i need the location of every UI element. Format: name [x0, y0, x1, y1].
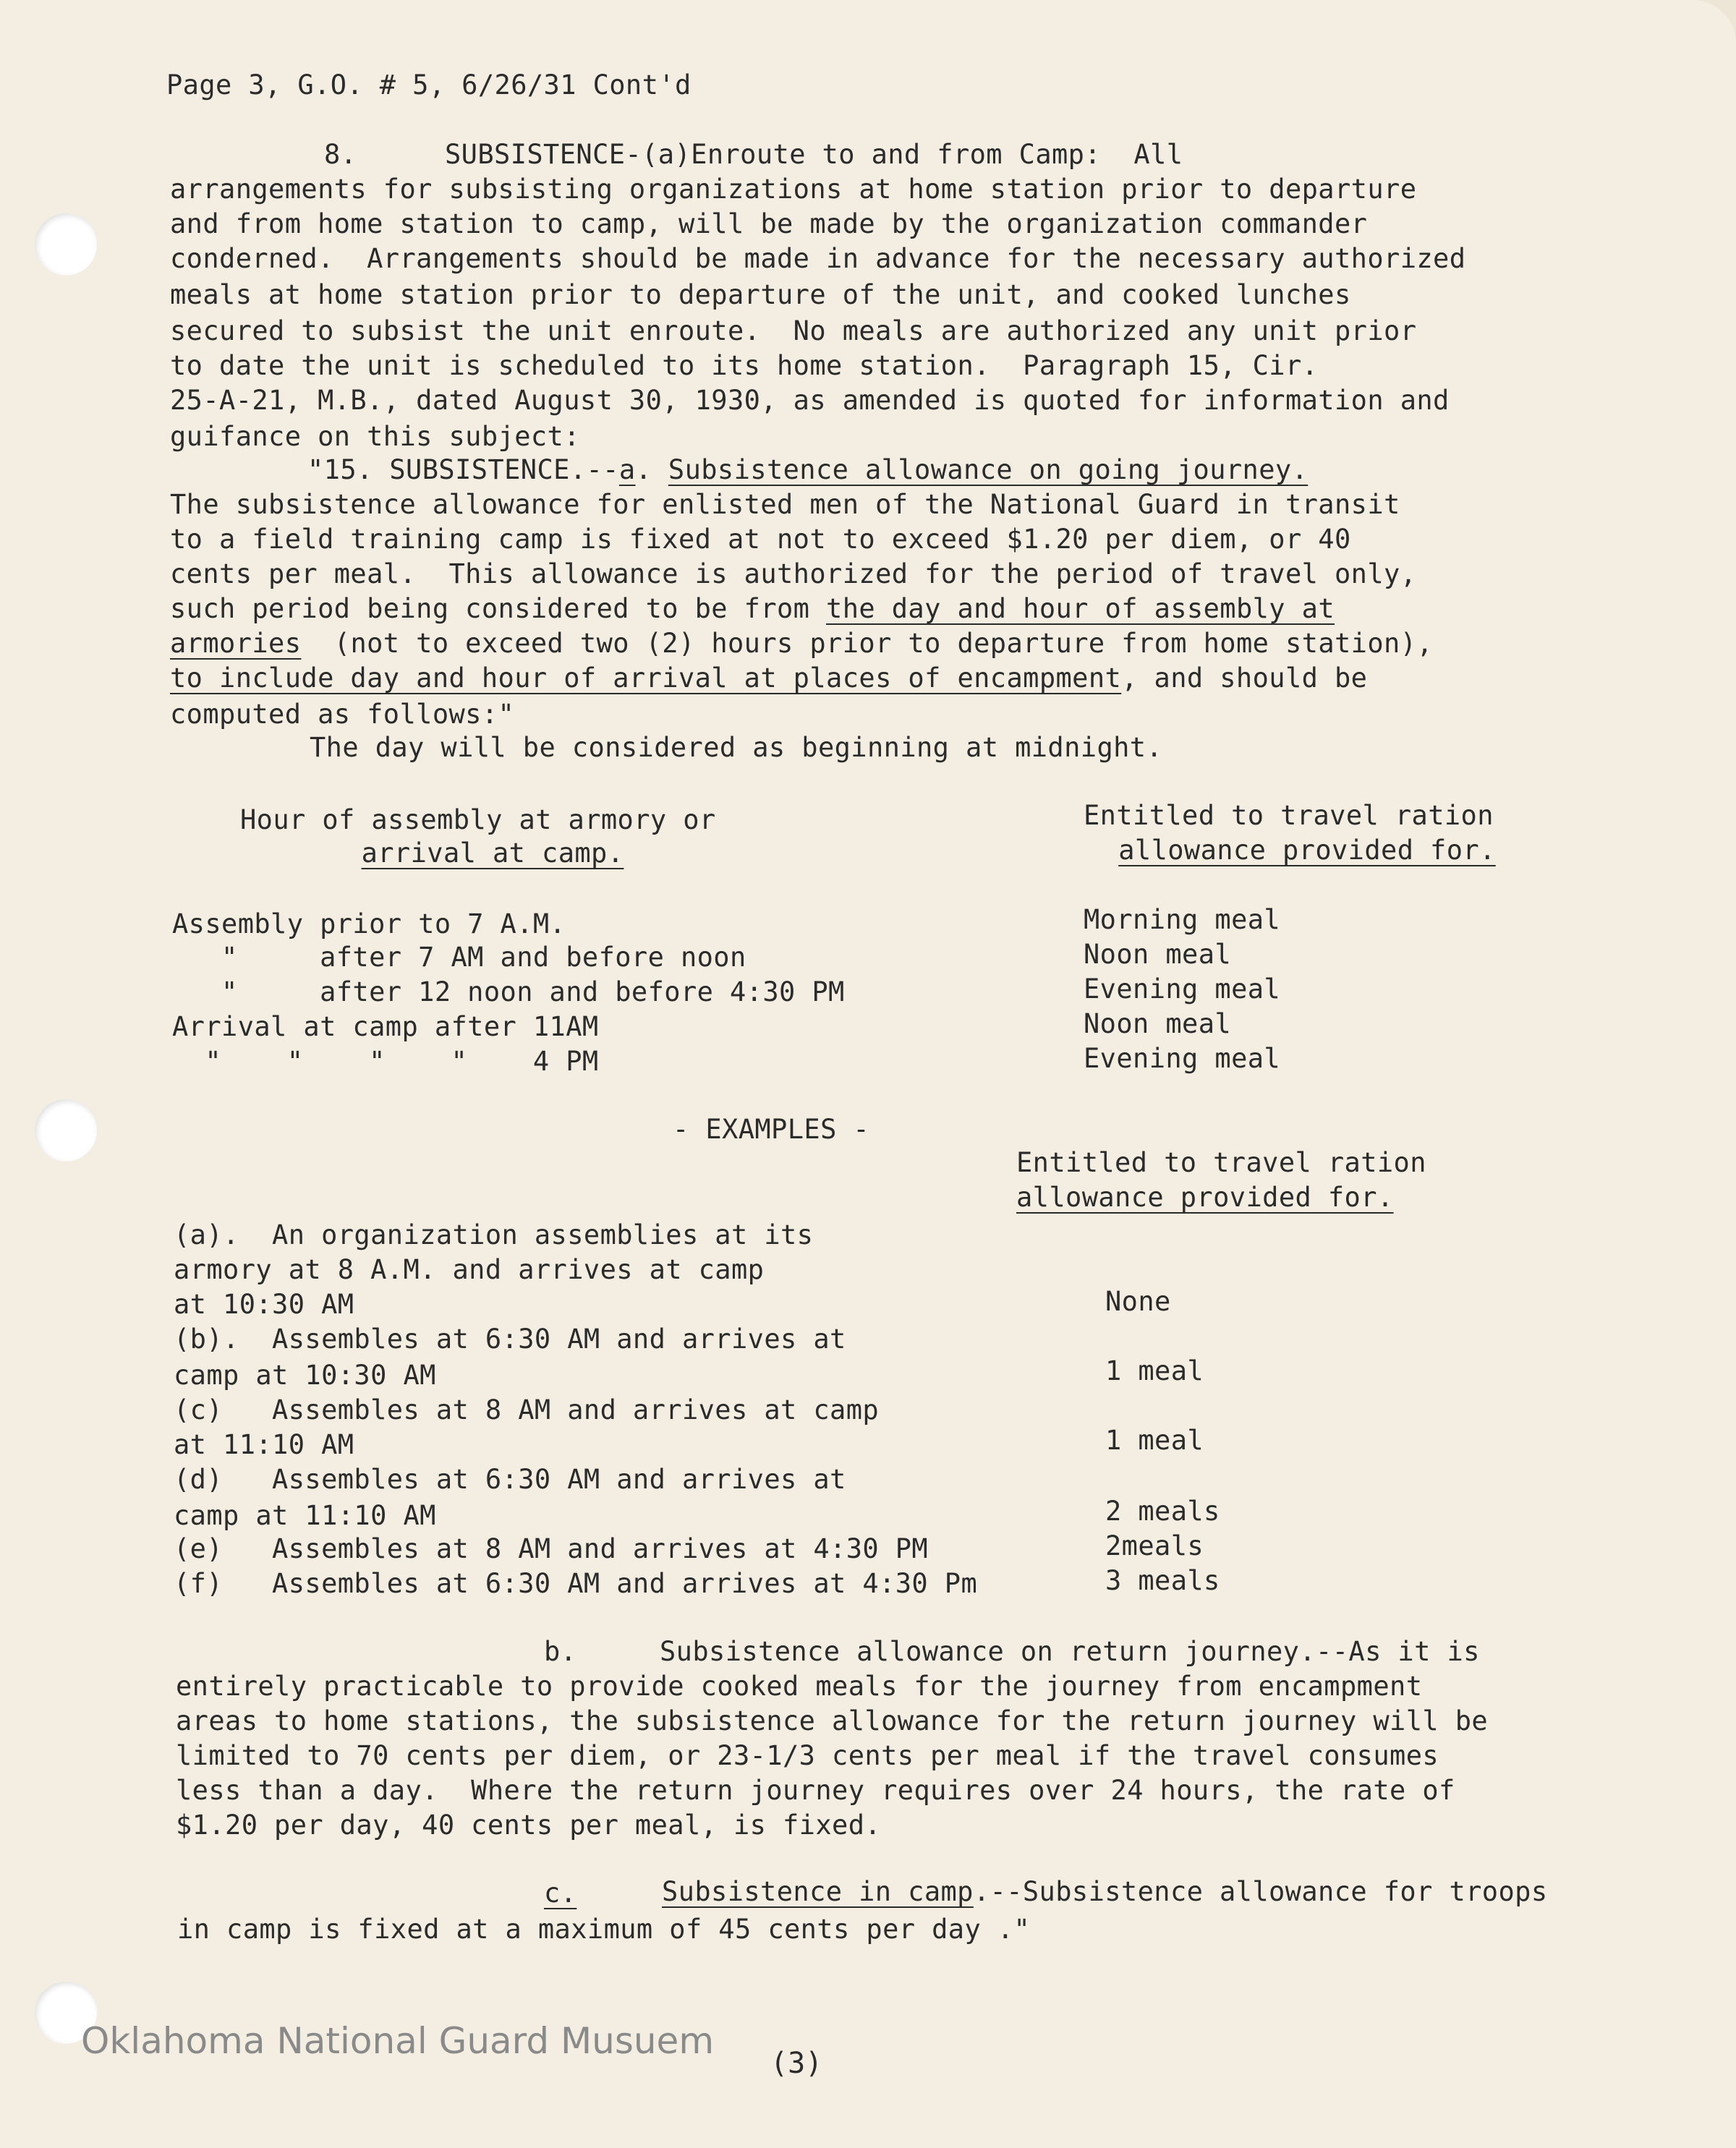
para-b-first-line: Subsistence allowance on return journey.--As it is — [660, 1636, 1480, 1667]
example-line: armory at 8 A.M. and arrives at camp — [174, 1254, 765, 1285]
quote15-line: to a field training camp is fixed at not to exceed $1.20 per diem, or 40 — [170, 524, 1351, 555]
examples-right-header: Entitled to travel ration — [1016, 1147, 1426, 1178]
quote15-line: cents per meal. This allowance is authorized for the period of travel only, — [170, 558, 1417, 589]
para-b-line: $1.20 per day, 40 cents per meal, is fixed. — [176, 1810, 882, 1841]
binder-hole-middle — [35, 1099, 97, 1162]
para8-line: secured to subsist the unit enroute. No meals are authorized any unit prior — [170, 315, 1417, 346]
quote15-line6-underlined: to include day and hour of arrival at places of encampment — [170, 662, 1122, 694]
table1-row-right: Evening meal — [1084, 1043, 1281, 1074]
para8-line: to date the unit is scheduled to its home station. Paragraph 15, Cir. — [170, 350, 1319, 381]
table1-row-right: Morning meal — [1084, 904, 1281, 935]
para8-line: arrangements for subsisting organizations at home station prior to departure — [170, 174, 1417, 205]
para-c-letter: c. — [544, 1878, 577, 1909]
binder-hole-top — [35, 213, 97, 276]
example-result: None — [1105, 1286, 1171, 1317]
table1-right-header-2: allowance provided for. — [1118, 835, 1496, 866]
example-result: 1 meal — [1105, 1425, 1204, 1456]
example-line: (d) Assembles at 6:30 AM and arrives at — [174, 1464, 846, 1495]
para-b-line: areas to home stations, the subsistence allowance for the return journey will be — [176, 1705, 1489, 1736]
examples-title: - EXAMPLES - — [673, 1114, 870, 1145]
example-line: (e) Assembles at 8 AM and arrives at 4:30 PM — [174, 1533, 929, 1564]
table1-row-right: Noon meal — [1084, 1008, 1232, 1039]
table1-row-left: " after 7 AM and before noon — [172, 942, 746, 973]
example-line: at 10:30 AM — [174, 1289, 354, 1320]
table1-right-header: Entitled to travel ration — [1084, 800, 1494, 831]
table1-left-header: Hour of assembly at armory or — [240, 804, 716, 835]
para8-first-line: SUBSISTENCE-(a)Enroute to and from Camp: All — [445, 139, 1183, 170]
table1-row-left: " after 12 noon and before 4:30 PM — [172, 976, 845, 1007]
page-header: Page 3, G.O. # 5, 6/26/31 Cont'd — [166, 69, 692, 101]
quote15-heading: Subsistence allowance on going journey. — [668, 454, 1309, 485]
para8-line: conderned. Arrangements should be made in advance for the necessary authorized — [170, 243, 1466, 274]
quote15-line — [170, 628, 1433, 660]
example-result: 2 meals — [1105, 1496, 1220, 1527]
quote15-line: The subsistence allowance for enlisted men of the National Guard in transit — [170, 489, 1400, 520]
quote15-letter: a — [618, 454, 636, 485]
para-c-first-line — [662, 1876, 1548, 1908]
example-result: 3 meals — [1105, 1565, 1220, 1596]
para-b-line: entirely practicable to provide cooked meals for the journey from encampment — [176, 1671, 1423, 1702]
para8-line: 25-A-21, M.B., dated August 30, 1930, as amended is quoted for information and — [170, 385, 1450, 416]
museum-watermark: Oklahoma National Guard Musuem — [81, 2020, 715, 2062]
example-line: (f) Assembles at 6:30 AM and arrives at 4:30 Pm — [174, 1568, 978, 1599]
quote15-line6-post: , and should be — [1121, 662, 1368, 694]
quote15-lead: "15. SUBSISTENCE.-- — [307, 454, 619, 485]
quote15-line: computed as follows:" — [170, 699, 515, 730]
para-b-letter: b. — [544, 1636, 577, 1667]
example-line: (a). An organization assemblies at its — [174, 1219, 814, 1250]
table1-row-right: Evening meal — [1084, 973, 1281, 1005]
para8-line: and from home station to camp, will be made by the organization commander — [170, 208, 1368, 239]
quote15-line4-underlined: the day and hour of assembly at — [826, 593, 1335, 624]
para8-number: 8. — [324, 139, 357, 170]
table1-row-right: Noon meal — [1084, 939, 1232, 970]
table1-row-left: Arrival at camp after 11AM — [172, 1011, 599, 1042]
para8-line: guifance on this subject: — [170, 421, 580, 452]
para-b-line: less than a day. Where the return journey requires over 24 hours, the rate of — [176, 1775, 1455, 1806]
quote15-line4-pre: such period being considered to be from — [170, 593, 827, 624]
example-line: (c) Assembles at 8 AM and arrives at camp — [174, 1394, 880, 1425]
para-c-line: in camp is fixed at a maximum of 45 cents per day ." — [177, 1914, 1031, 1945]
example-line: camp at 10:30 AM — [174, 1360, 436, 1391]
example-result: 2meals — [1105, 1530, 1204, 1561]
examples-right-header-2: allowance provided for. — [1016, 1182, 1394, 1213]
example-result: 1 meal — [1105, 1355, 1204, 1386]
para8-line: meals at home station prior to departure of the unit, and cooked lunches — [170, 279, 1351, 310]
example-line: camp at 11:10 AM — [174, 1500, 436, 1531]
para-c-heading: Subsistence in camp — [662, 1876, 974, 1907]
quote15-after-letter: . — [635, 454, 668, 485]
example-line: at 11:10 AM — [174, 1429, 354, 1460]
example-line: (b). Assembles at 6:30 AM and arrives at — [174, 1324, 846, 1355]
table1-row-left: Assembly prior to 7 A.M. — [172, 908, 566, 939]
quote15-line — [170, 662, 1367, 694]
para-b-line: limited to 70 cents per diem, or 23-1/3 cents per meal if the travel consumes — [176, 1740, 1439, 1771]
quote15-line5-underlined: armories — [170, 628, 302, 659]
table1-row-left: " " " " 4 PM — [172, 1046, 599, 1077]
page-number: (3) — [770, 2047, 823, 2080]
quote15-line — [170, 593, 1335, 625]
quote15-heading-line — [307, 454, 1308, 486]
table1-left-header-2: arrival at camp. — [361, 838, 624, 869]
para-c-first-line-rest: .--Subsistence allowance for troops — [973, 1876, 1548, 1907]
quote15-line5-post: (not to exceed two (2) hours prior to departure from home station), — [301, 628, 1434, 659]
midnight-note: The day will be considered as beginning at midnight. — [310, 732, 1163, 763]
